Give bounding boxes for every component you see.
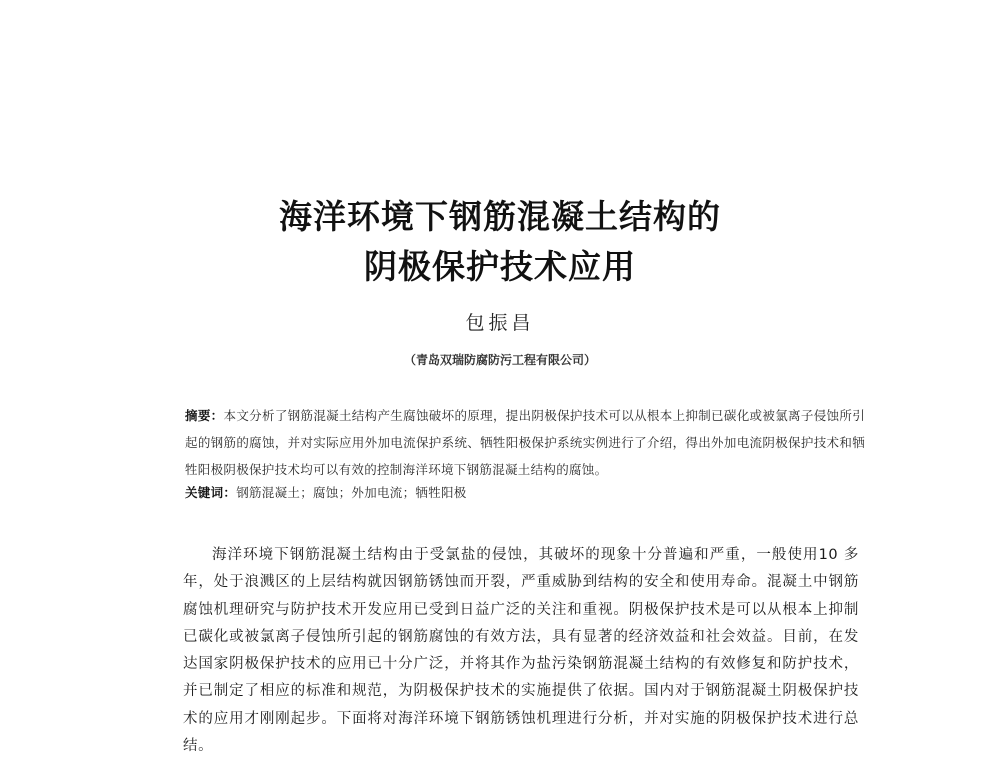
keywords-label: 关键词： — [185, 485, 237, 500]
author-name: 包振昌 — [465, 312, 535, 334]
abstract-label: 摘要： — [185, 408, 224, 423]
keywords-text: 钢筋混凝土；腐蚀；外加电流；牺牲阳极 — [236, 485, 467, 500]
abstract-block — [185, 402, 865, 483]
keywords-block — [185, 483, 865, 503]
author-affiliation: （青岛双瑞防腐防污工程有限公司） — [403, 353, 596, 367]
paper-title-line1: 海洋环境下钢筋混凝土结构的 — [279, 197, 721, 236]
body-paragraph: 海洋环境下钢筋混凝土结构由于受氯盐的侵蚀，其破坏的现象十分普遍和严重，一般使用10 多年，处于浪溅区的上层结构就因钢筋锈蚀而开裂，严重威胁到结构的安全和使用寿命。混凝土中钢筋腐蚀机理研究与防护技术开发应用已受到日益广泛的关注和重视。阴极保护技术是可以从根本上抑制已碳化或被氯离子侵蚀所引起的钢筋腐蚀的有效方法，具有显著的经济效益和社会效益。目前，在发达国家阴极保护技术的应用已十分广泛，并将其作为盐污染钢筋混凝土结构的有效修复和防护技术，并已制定了相应的标准和规范，为阴极保护技术的实施提供了依据。国内对于钢筋混凝土阴极保护技术的应用才刚刚起步。下面将对海洋环境下钢筋锈蚀机理进行分析，并对实施的阴极保护技术进行总结。 — [183, 547, 859, 755]
abstract-text: 本文分析了钢筋混凝土结构产生腐蚀破坏的原理，提出阴极保护技术可以从根本上抑制已碳化或被氯离子侵蚀所引起的钢筋的腐蚀，并对实际应用外加电流保护系统、牺牲阳极保护系统实例进行了介绍，得出外加电流阴极保护技术和牺牲阳极阴极保护技术均可以有效的控制海洋环境下钢筋混凝土结构的腐蚀。 — [185, 408, 865, 477]
paper-title-line2: 阴极保护技术应用 — [364, 247, 636, 286]
